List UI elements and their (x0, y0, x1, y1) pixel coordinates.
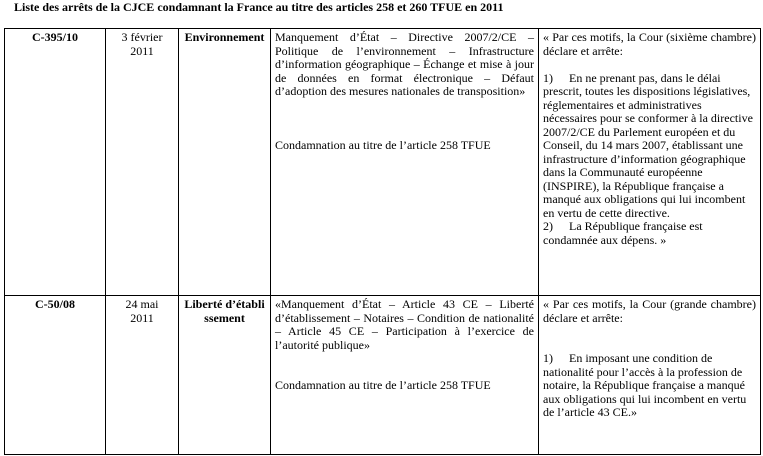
date-day-month: 3 février (121, 30, 163, 44)
judgment-date (106, 296, 179, 455)
operative-item-number: 1) (543, 351, 553, 365)
legal-domain: Liberté d’établissement (179, 296, 271, 455)
condemnation-basis: Condamnation au titre de l’article 258 TFUE (275, 137, 491, 152)
summary-text: Manquement d’État – Directive 2007/2/CE – Politique de l’environnement – Infrastructure d’information géographique – Échange et mise à jour de données en format électronique – Défaut d’adoption des mesures nationales de transposition» (275, 30, 534, 98)
operative-item-number: 1) (543, 70, 553, 85)
operative-part (539, 29, 761, 296)
document-title: Liste des arrêts de la CJCE condamnant la France au titre des articles 258 et 260 TFUE en 2011 (14, 0, 504, 14)
date-year: 2011 (130, 310, 154, 325)
operative-item (543, 352, 756, 420)
operative-item-number: 2) (543, 219, 553, 233)
operative-intro: « Par ces motifs, la Cour (grande chambre) déclare et arrête: (543, 297, 756, 325)
case-summary (271, 296, 539, 455)
judgment-date (106, 29, 179, 296)
operative-item-text: La République française est condamnée aux dépens. » (543, 219, 703, 247)
operative-item-text: En ne prenant pas, dans le délai prescrit, toutes les dispositions législatives, réglementaires et administratives nécessaires pour se conformer à la directive 2007/2/CE du Parlement européen et du Conseil, du 14 mars 2007, établissant une infrastructure d’information géographique dans la Communauté européenne (INSPIRE), la République française a manqué aux obligations qui lui incombent en vertu de cette directive. (543, 70, 753, 220)
summary-text: «Manquement d’État – Article 43 CE – Liberté d’établissement – Notaires – Condition de nationalité – Article 45 CE – Participation à l’exercice de l’autorité publique» (275, 297, 534, 352)
table-row (5, 29, 761, 296)
case-summary (271, 29, 539, 296)
operative-intro: « Par ces motifs, la Cour (sixième chambre) déclare et arrête: (543, 30, 756, 58)
legal-domain: Environnement (179, 29, 271, 296)
operative-item-text: En imposant une condition de nationalité pour l’accès à la profession de notaire, la République française a manqué aux obligations qui lui incombent en vertu de l’article 43 CE.» (543, 351, 747, 419)
date-year: 2011 (130, 43, 154, 58)
condemnation-basis: Condamnation au titre de l’article 258 TFUE (275, 378, 491, 392)
table-row (5, 296, 761, 455)
case-number: C-395/10 (5, 29, 106, 296)
judgments-table (4, 28, 761, 455)
operative-item (543, 220, 756, 247)
operative-item (543, 72, 756, 221)
case-number: C-50/08 (5, 296, 106, 455)
date-day-month: 24 mai (125, 297, 159, 311)
operative-part (539, 296, 761, 455)
